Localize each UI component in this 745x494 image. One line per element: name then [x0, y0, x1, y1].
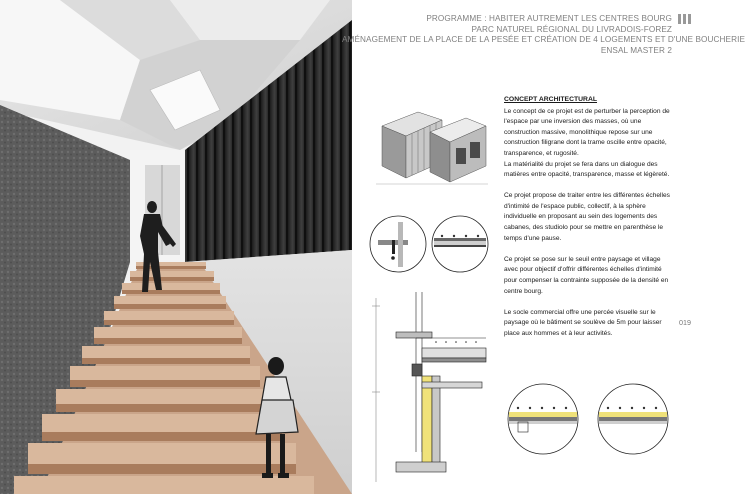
- header-park: PARC NATUREL RÉGIONAL DU LIVRADOIS-FOREZ: [471, 24, 672, 34]
- axonometric-drawing: [370, 92, 492, 194]
- detail-circle-2: [430, 214, 490, 274]
- page-number: 019: [679, 318, 691, 327]
- header-amenagement: AMÉNAGEMENT DE LA PLACE DE LA PESÉE ET CRÉATION DE 4 LOGEMENTS ET D'UNE BOUCHERIE: [342, 35, 745, 45]
- detail-circle-3: [506, 382, 580, 456]
- detail-circle-4: [596, 382, 670, 456]
- concept-paragraph-4: Ce projet se pose sur le seuil entre paysage et village avec pour objectif d'offrir différentes échelles d'intimité pour compenser la contrainte supposée de la densité en centre bourg.: [504, 255, 669, 295]
- header-ensal: ENSAL MASTER 2: [600, 45, 672, 55]
- detail-circle-1: [368, 214, 428, 274]
- concept-text: [504, 95, 676, 339]
- concept-paragraph-5: Le socle commercial offre une percée visuelle sur le paysage où le bâtiment se soulève de 5m pour laisser place aux hommes et à leur activités.: [504, 308, 662, 337]
- corner-logo-icon: [678, 14, 692, 24]
- concept-paragraph-2: La matérialité du projet se fera dans un dialogue des matières entre opacité, transparence, masse et légèreté.: [504, 160, 670, 179]
- concept-paragraph-3: Ce projet propose de traiter entre les différentes échelles d'intimité de l'espace public, collectif, à la sphère individuelle en proposant au sein des logements des cabanes, des studiolo pour se mettre en parenthèse le temps d'une pause.: [504, 192, 670, 242]
- section-detail-drawing: [366, 282, 488, 492]
- project-header: [342, 14, 745, 56]
- concept-heading: CONCEPT ARCHITECTURAL: [504, 96, 598, 103]
- staircase-render-image: [0, 0, 352, 494]
- concept-paragraph-1: Le concept de ce projet est de perturber la perception de l'espace par une inversion des masses, où une construction massive, monolithique repose sur une construction filigrane dont la trame oscille entre opacité, transparence, et rugosité.: [504, 107, 670, 157]
- header-programme: PROGRAMME : HABITER AUTREMENT LES CENTRES BOURG: [426, 14, 672, 23]
